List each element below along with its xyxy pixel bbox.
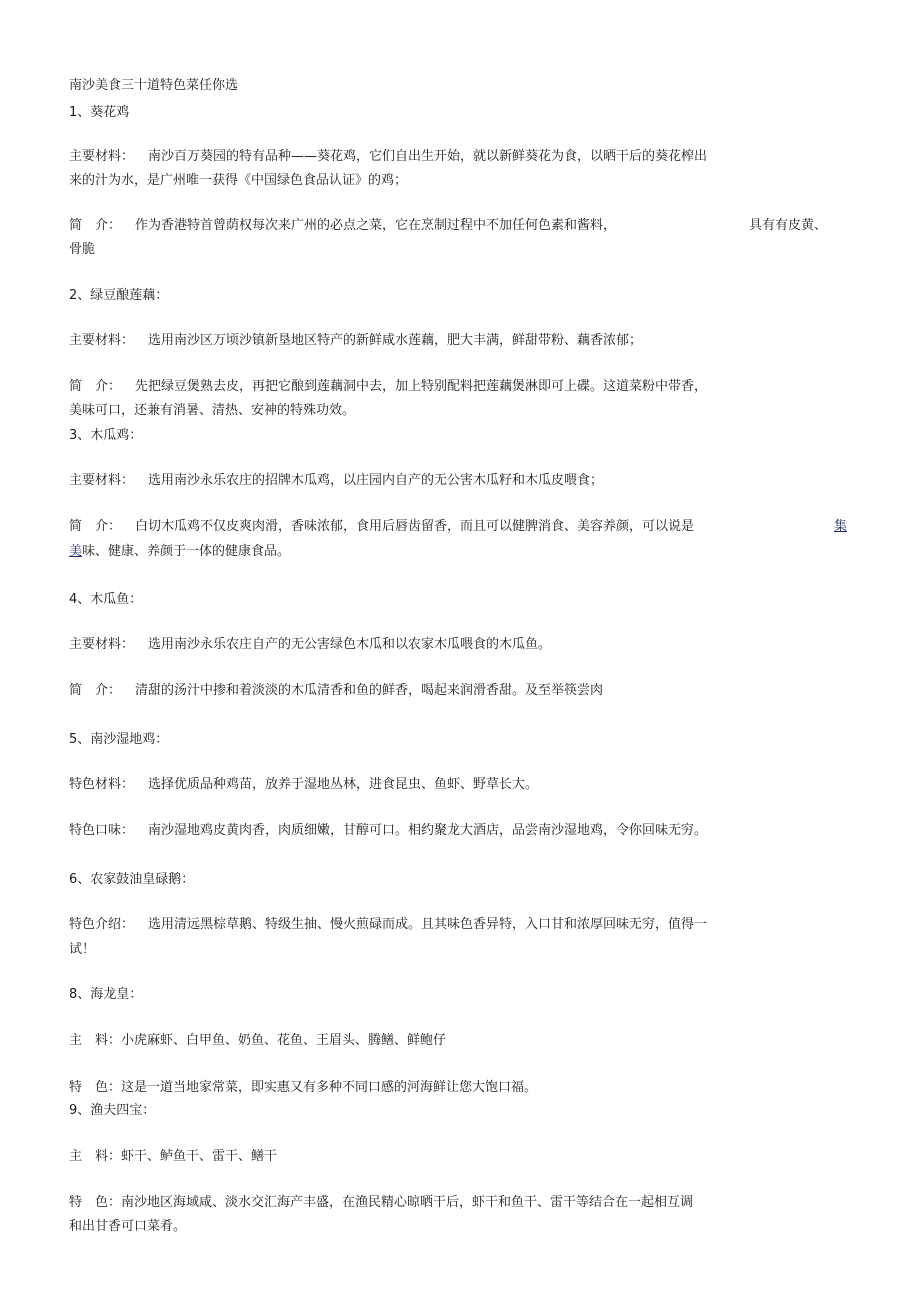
field-label: 特色材料： [69,777,135,792]
dish-field-line [69,1079,537,1097]
field-label: 主 料： [69,1149,122,1164]
field-text: 选用南沙永乐农庄自产的无公害绿色木瓜和以农家木瓜喂食的木瓜鱼。 [148,637,552,652]
field-label: 简 介： [69,218,122,233]
dish-heading: 4、木瓜鱼： [69,592,143,607]
field-text: 这是一道当地家常菜，即实惠又有多种不同口感的河海鲜让您大饱口福。 [121,1080,538,1095]
field-text: 选用清远黑棕草鹅、特级生抽、慢火煎碌而成。且其味色香异特，入口甘和浓厚回味无穷，值得一 [148,917,708,932]
field-text: 味、健康、养颜于一体的健康食品。 [82,544,291,559]
dish-field-line [69,1032,446,1050]
field-text-link[interactable]: 美 [69,544,83,559]
dish-heading: 1、葵花鸡 [69,105,130,120]
dish-field-line [69,472,603,490]
field-text: 南沙地区海域咸、淡水交汇海产丰盛，在渔民精心晾晒干后，虾干和鱼干、雷干等结合在一起相互调 [121,1195,694,1210]
dish-field-line [69,1148,277,1166]
dish-heading: 3、木瓜鸡： [69,428,143,443]
field-text: 清甜的汤汁中掺和着淡淡的木瓜清香和鱼的鲜香，喝起来润滑香甜。及至举筷尝肉 [135,683,604,698]
field-text: 选用南沙永乐农庄的招牌木瓜鸡，以庄园内自产的无公害木瓜籽和木瓜皮喂食； [148,473,604,488]
page-title: 南沙美食三十道特色菜任你选 [69,78,239,93]
dish-heading: 2、绿豆酿莲藕： [69,288,169,303]
field-text-continued: 和出甘香可口菜肴。 [69,1219,187,1234]
field-text-continued: 来的汁为水，是广州唯一获得《中国绿色食品认证》的鸡； [69,173,408,188]
dish-field-line [69,776,538,794]
dish-field-line [69,518,694,536]
dish-heading: 6、农家鼓油皇碌鹅： [69,872,195,887]
field-text: 小虎麻虾、白甲鱼、奶鱼、花鱼、王眉头、腾鳝、鲜鲍仔 [121,1033,447,1048]
field-text: 虾干、鲈鱼干、雷干、鳝干 [121,1149,278,1164]
field-text-right-fragment: 具有有皮黄、 [749,218,828,233]
dish-field-line [69,1194,693,1212]
field-text-link[interactable]: 集 [834,519,848,534]
dish-heading: 5、南沙湿地鸡： [69,732,169,747]
field-label: 简 介： [69,519,122,534]
dish-field-line [69,682,603,700]
field-label: 主要材料： [69,473,135,488]
field-text: 作为香港特首曾荫权每次来广州的必点之菜，它在烹制过程中不加任何色素和酱料， [135,218,617,233]
dish-field-line [69,217,616,235]
field-text: 选用南沙区万顷沙镇新垦地区特产的新鲜咸水莲藕，肥大丰满，鲜甜带粉、藕香浓郁； [148,333,643,348]
field-label: 简 介： [69,379,122,394]
field-label: 主 料： [69,1033,122,1048]
dish-field-line [69,636,551,654]
field-text-continued: 骨脆 [69,242,96,257]
field-text-continued: 美味可口，还兼有消暑、清热、安神的特殊功效。 [69,403,356,418]
field-text-continued [69,543,290,561]
field-text: 选择优质品种鸡苗，放养于湿地丛林，进食昆虫、鱼虾、野草长大。 [148,777,539,792]
field-label: 特色口味： [69,823,135,838]
dish-heading: 9、渔夫四宝： [69,1103,156,1118]
dish-field-line [69,822,707,840]
field-text-continued: 试！ [69,942,96,957]
field-text: 先把绿豆煲熟去皮，再把它酿到莲藕洞中去，加上特别配料把莲藕煲淋即可上碟。这道菜粉中带香， [135,379,708,394]
field-text: 白切木瓜鸡不仅皮爽肉滑，香味浓郁，食用后唇齿留香，而且可以健脾消食、美容养颜，可以说是 [135,519,695,534]
dish-field-line [69,378,707,396]
dish-field-line [69,148,707,166]
field-label: 主要材料： [69,149,135,164]
dish-field-line [69,916,707,934]
dish-heading: 8、海龙皇： [69,987,143,1002]
field-label: 特 色： [69,1080,122,1095]
field-label: 主要材料： [69,333,135,348]
field-label: 简 介： [69,683,122,698]
dish-field-line [69,332,642,350]
field-label: 主要材料： [69,637,135,652]
field-text: 南沙湿地鸡皮黄肉香，肉质细嫩，甘醇可口。相约聚龙大酒店，品尝南沙湿地鸡，令你回味无穷。 [148,823,708,838]
field-label: 特 色： [69,1195,122,1210]
field-label: 特色介绍： [69,917,135,932]
field-text: 南沙百万葵园的特有品种——葵花鸡，它们自出生开始，就以新鲜葵花为食，以晒干后的葵花榨出 [148,149,708,164]
